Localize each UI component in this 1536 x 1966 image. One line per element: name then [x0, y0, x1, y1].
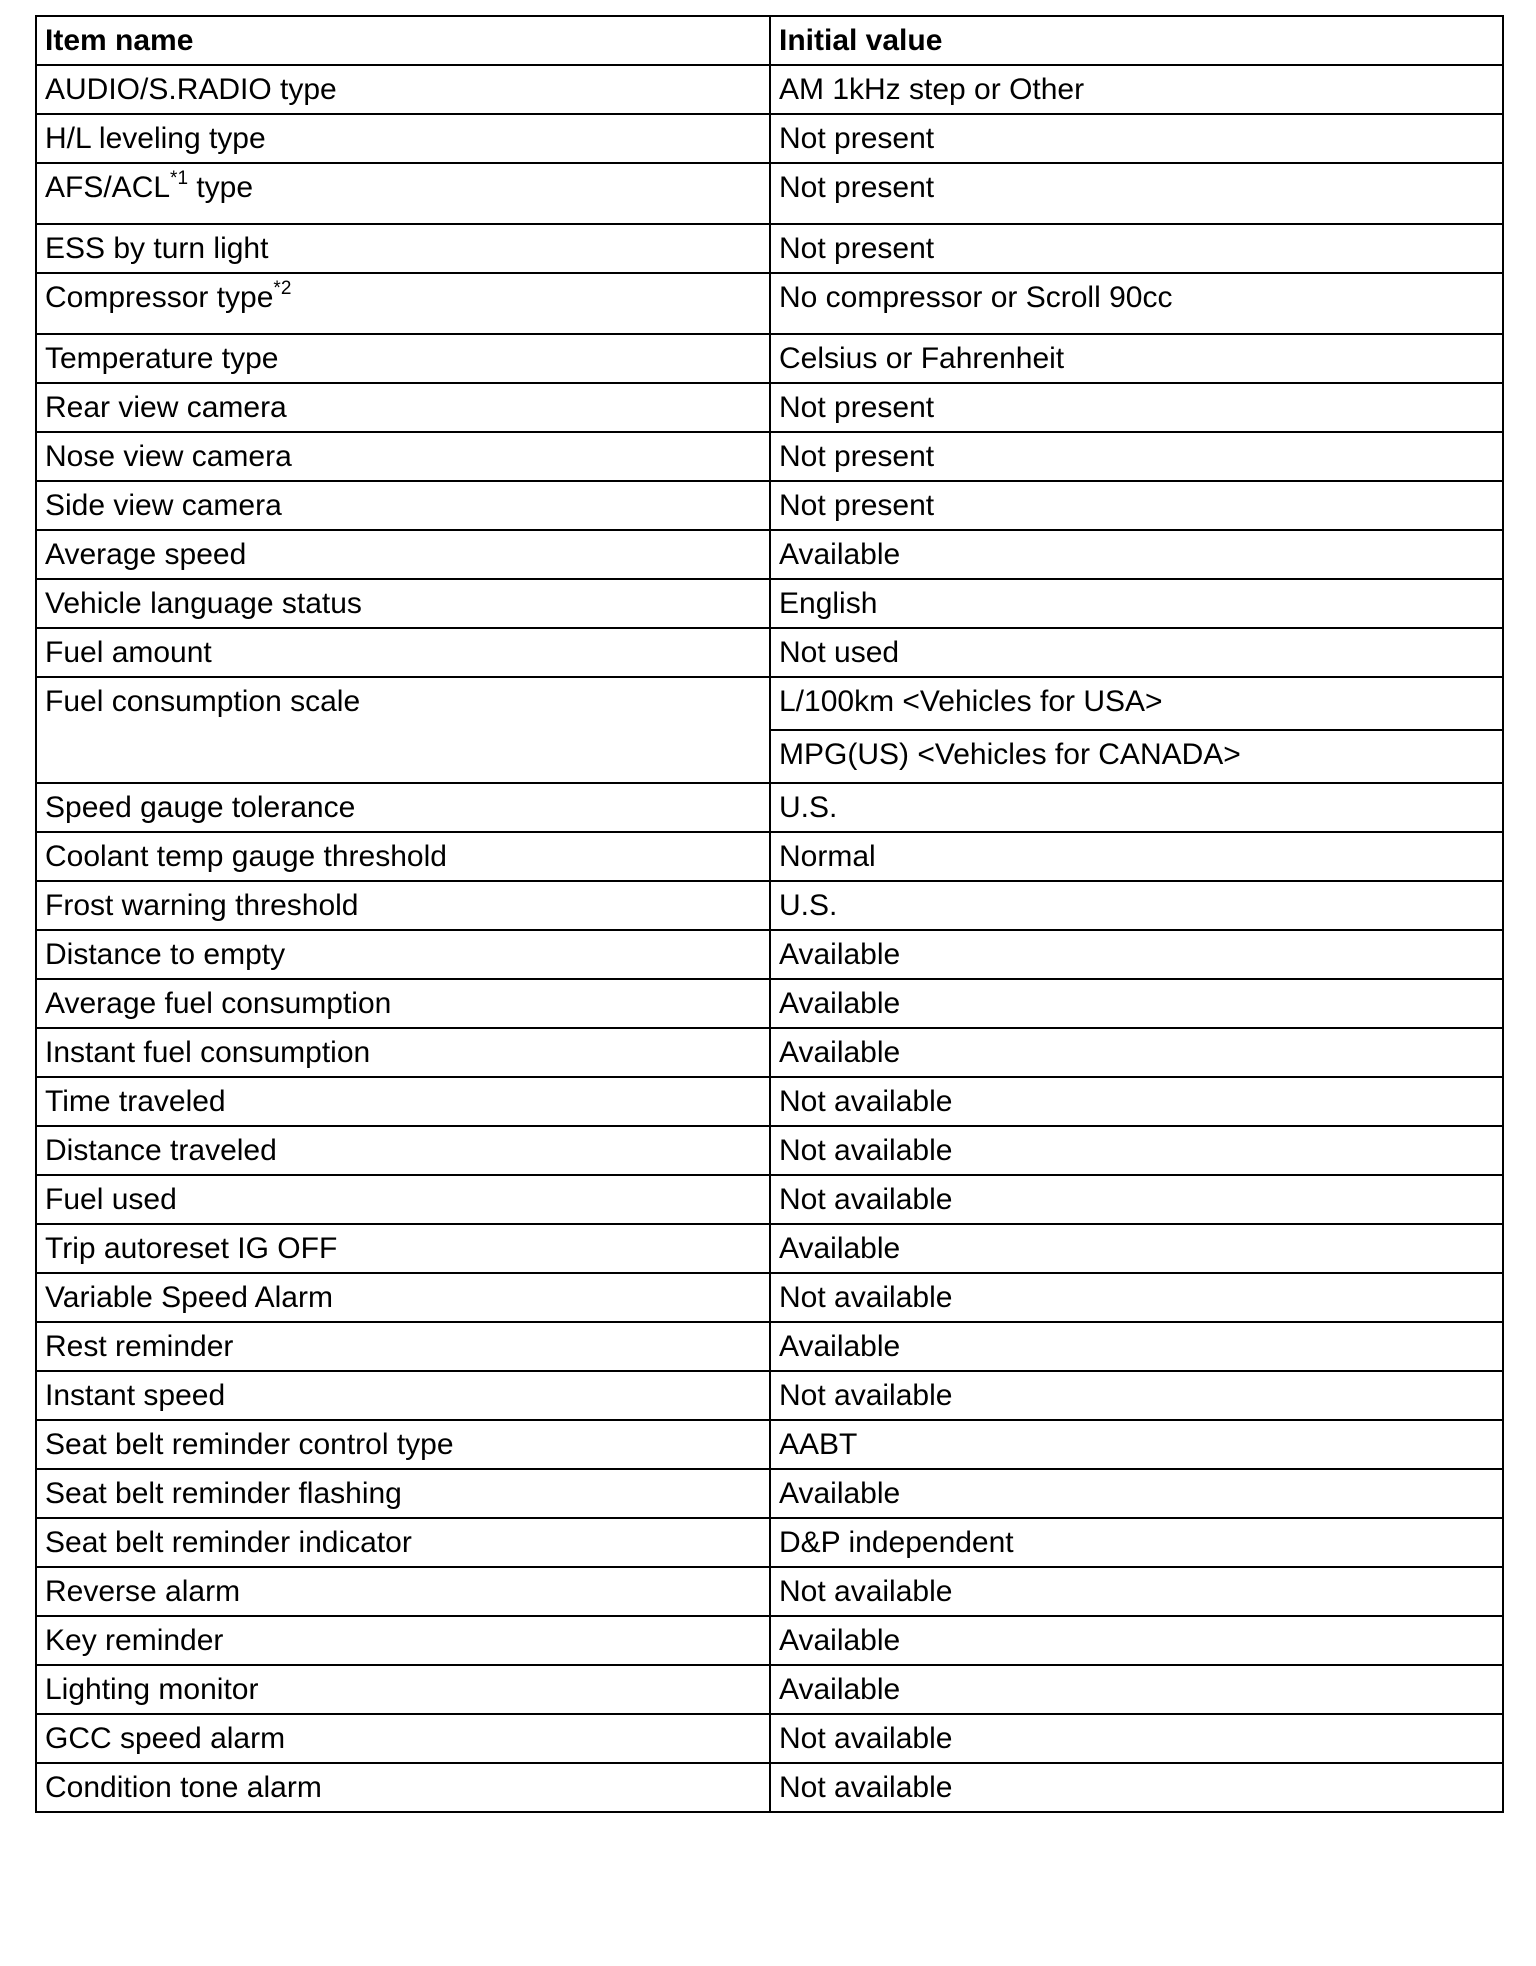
item-name-text: Coolant temp gauge threshold: [45, 840, 447, 873]
initial-value-cell: Not available: [770, 1714, 1503, 1763]
table-row: [36, 677, 1503, 730]
initial-value-cell: MPG(US) <Vehicles for CANADA>: [770, 730, 1503, 783]
table-row: [36, 881, 1503, 930]
item-name-text: Seat belt reminder indicator: [45, 1526, 412, 1559]
item-name-text: Instant fuel consumption: [45, 1036, 371, 1069]
item-name-cell: [36, 1567, 770, 1616]
item-name-cell: [36, 832, 770, 881]
item-name-text: Distance to empty: [45, 938, 286, 971]
item-name-text: Vehicle language status: [45, 587, 362, 620]
table-row: [36, 224, 1503, 273]
item-name-cell: [36, 1616, 770, 1665]
table-row: [36, 530, 1503, 579]
table-row: [36, 114, 1503, 163]
table-row: [36, 481, 1503, 530]
initial-value-cell: Not present: [770, 383, 1503, 432]
initial-value-cell: Not available: [770, 1126, 1503, 1175]
initial-value-cell: Not available: [770, 1273, 1503, 1322]
table-row: [36, 1420, 1503, 1469]
table-row: [36, 1518, 1503, 1567]
table-row: [36, 1175, 1503, 1224]
table-header-row: [36, 16, 1503, 65]
initial-value-cell: Not available: [770, 1567, 1503, 1616]
item-name-cell: [36, 1126, 770, 1175]
initial-value-cell: Available: [770, 1469, 1503, 1518]
item-name-suffix: type: [188, 171, 254, 204]
item-name-text: AUDIO/S.RADIO type: [45, 73, 337, 106]
initial-value-table: [35, 15, 1504, 1813]
table-row: [36, 163, 1503, 224]
initial-value-cell: AM 1kHz step or Other: [770, 65, 1503, 114]
table-row: [36, 930, 1503, 979]
item-name-cell: [36, 1028, 770, 1077]
item-name-text: Reverse alarm: [45, 1575, 241, 1608]
item-name-cell: [36, 1371, 770, 1420]
item-name-text: ESS by turn light: [45, 232, 269, 265]
table-row: [36, 832, 1503, 881]
table-row: [36, 334, 1503, 383]
table-row: [36, 1273, 1503, 1322]
initial-value-cell: D&P independent: [770, 1518, 1503, 1567]
header-initial-value: Initial value: [770, 16, 1503, 65]
item-name-cell: [36, 1273, 770, 1322]
table-row: [36, 579, 1503, 628]
item-name-cell: [36, 530, 770, 579]
item-name-cell: [36, 1665, 770, 1714]
item-name-text: Fuel consumption scale: [45, 685, 361, 718]
initial-value-cell: English: [770, 579, 1503, 628]
item-name-text: Compressor type: [45, 281, 274, 314]
item-name-text: Condition tone alarm: [45, 1771, 322, 1804]
initial-value-cell: L/100km <Vehicles for USA>: [770, 677, 1503, 730]
table-row: [36, 1224, 1503, 1273]
item-name-text: Lighting monitor: [45, 1673, 259, 1706]
initial-value-cell: Not present: [770, 432, 1503, 481]
item-name-text: H/L leveling type: [45, 122, 266, 155]
initial-value-cell: U.S.: [770, 881, 1503, 930]
table-row: [36, 383, 1503, 432]
item-name-text: Rear view camera: [45, 391, 287, 424]
item-name-cell: [36, 1077, 770, 1126]
item-name-text: Seat belt reminder flashing: [45, 1477, 402, 1510]
initial-value-cell: Available: [770, 930, 1503, 979]
item-name-cell: [36, 334, 770, 383]
item-name-cell: [36, 979, 770, 1028]
item-name-cell: [36, 114, 770, 163]
item-name-cell: [36, 224, 770, 273]
item-name-cell: [36, 1763, 770, 1812]
initial-value-cell: AABT: [770, 1420, 1503, 1469]
table-row: [36, 1126, 1503, 1175]
table-row: [36, 1322, 1503, 1371]
table-row: [36, 65, 1503, 114]
initial-value-cell: Available: [770, 979, 1503, 1028]
item-name-text: Fuel amount: [45, 636, 212, 669]
item-name-text: Key reminder: [45, 1624, 224, 1657]
item-name-cell: [36, 628, 770, 677]
initial-value-cell: Celsius or Fahrenheit: [770, 334, 1503, 383]
item-name-cell: [36, 481, 770, 530]
initial-value-cell: Available: [770, 1028, 1503, 1077]
item-name-cell: [36, 1224, 770, 1273]
item-name-text: Time traveled: [45, 1085, 226, 1118]
item-name-text: GCC speed alarm: [45, 1722, 286, 1755]
item-name-cell: [36, 930, 770, 979]
initial-value-cell: U.S.: [770, 783, 1503, 832]
initial-value-cell: Available: [770, 1616, 1503, 1665]
initial-value-cell: Available: [770, 1665, 1503, 1714]
initial-value-cell: Not present: [770, 114, 1503, 163]
initial-value-cell: Available: [770, 1224, 1503, 1273]
footnote-marker: *2: [273, 278, 292, 299]
item-name-cell: [36, 783, 770, 832]
table-row: [36, 1616, 1503, 1665]
item-name-cell: [36, 1469, 770, 1518]
item-name-text: Seat belt reminder control type: [45, 1428, 454, 1461]
footnote-marker: *1: [170, 168, 189, 189]
item-name-cell: [36, 383, 770, 432]
initial-value-cell: Not present: [770, 224, 1503, 273]
header-item-name: Item name: [36, 16, 770, 65]
item-name-text: Distance traveled: [45, 1134, 277, 1167]
initial-value-cell: Not available: [770, 1175, 1503, 1224]
item-name-cell: [36, 1322, 770, 1371]
initial-value-cell: Not present: [770, 163, 1503, 224]
item-name-cell: [36, 163, 770, 224]
item-name-cell: [36, 1518, 770, 1567]
item-name-cell: [36, 881, 770, 930]
initial-value-cell: Normal: [770, 832, 1503, 881]
table-row: [36, 1763, 1503, 1812]
table-row: [36, 1371, 1503, 1420]
item-name-text: Average fuel consumption: [45, 987, 392, 1020]
item-name-cell: [36, 1420, 770, 1469]
initial-value-cell: Not used: [770, 628, 1503, 677]
table-row: [36, 1028, 1503, 1077]
item-name-text: AFS/ACL: [45, 171, 171, 204]
table-row: [36, 1469, 1503, 1518]
initial-value-cell: No compressor or Scroll 90cc: [770, 273, 1503, 334]
initial-value-cell: Available: [770, 1322, 1503, 1371]
item-name-cell: [36, 432, 770, 481]
item-name-cell: [36, 1714, 770, 1763]
table-row: [36, 1714, 1503, 1763]
item-name-cell: [36, 65, 770, 114]
item-name-cell: [36, 1175, 770, 1224]
initial-value-cell: Available: [770, 530, 1503, 579]
initial-value-cell: Not available: [770, 1763, 1503, 1812]
initial-value-cell: Not available: [770, 1077, 1503, 1126]
item-name-text: Temperature type: [45, 342, 279, 375]
item-name-text: Frost warning threshold: [45, 889, 359, 922]
table-row: [36, 1567, 1503, 1616]
initial-value-cell: Not present: [770, 481, 1503, 530]
item-name-text: Variable Speed Alarm: [45, 1281, 333, 1314]
table-row: [36, 783, 1503, 832]
item-name-text: Trip autoreset IG OFF: [45, 1232, 338, 1265]
initial-value-cell: Not available: [770, 1371, 1503, 1420]
item-name-cell: [36, 273, 770, 334]
item-name-text: Average speed: [45, 538, 247, 571]
table-row: [36, 1077, 1503, 1126]
table-row: [36, 273, 1503, 334]
table-row: [36, 979, 1503, 1028]
item-name-text: Side view camera: [45, 489, 282, 522]
item-name-text: Speed gauge tolerance: [45, 791, 356, 824]
table-row: [36, 432, 1503, 481]
item-name-text: Rest reminder: [45, 1330, 234, 1363]
item-name-cell: [36, 579, 770, 628]
item-name-text: Nose view camera: [45, 440, 292, 473]
table-body: [36, 65, 1503, 1812]
item-name-text: Instant speed: [45, 1379, 226, 1412]
item-name-text: Fuel used: [45, 1183, 177, 1216]
table-row: [36, 628, 1503, 677]
table-row: [36, 1665, 1503, 1714]
item-name-cell: [36, 677, 770, 783]
